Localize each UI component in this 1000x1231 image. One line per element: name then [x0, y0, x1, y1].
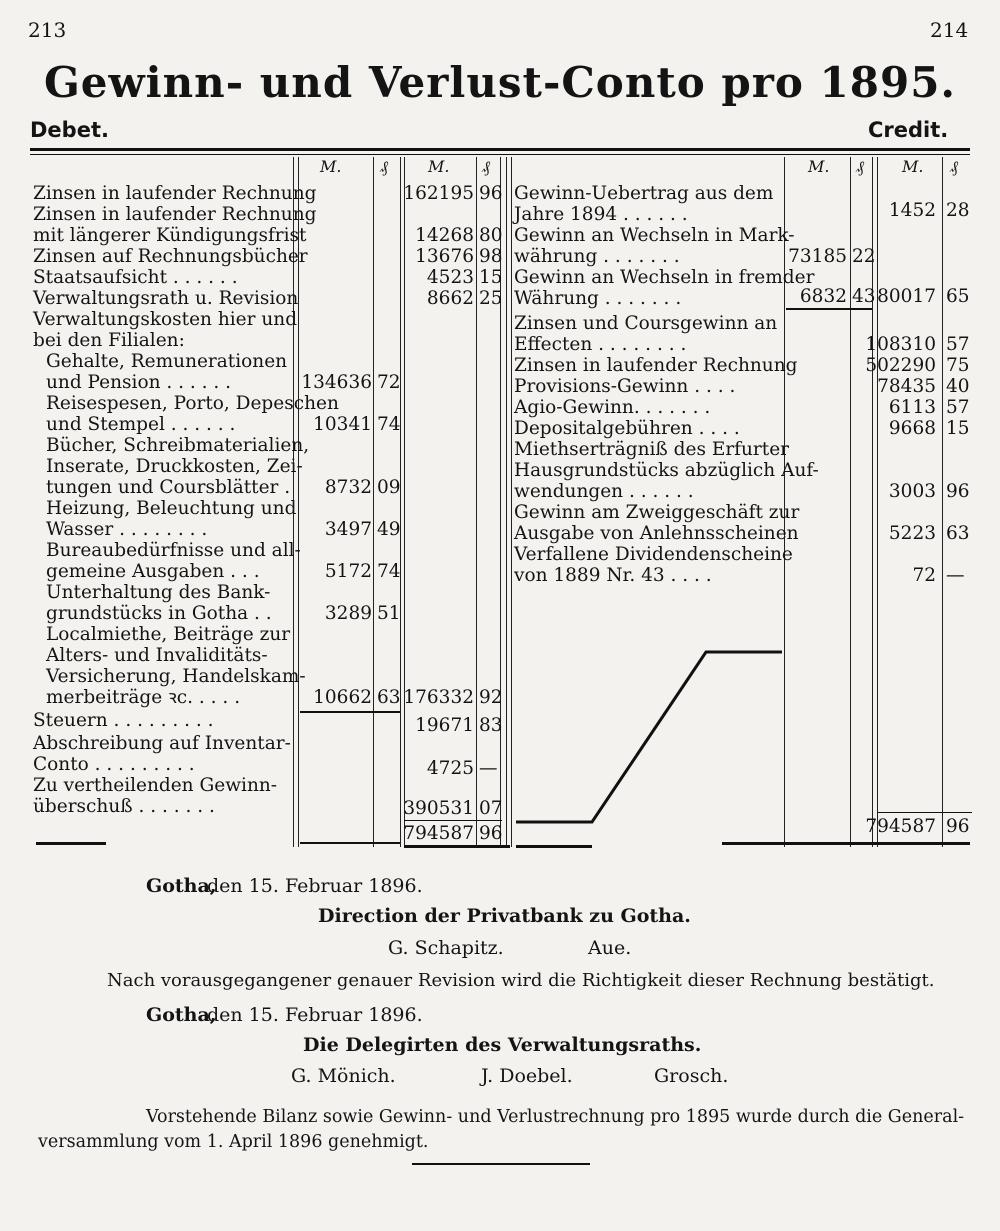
debit-inner-pf: 74 — [377, 561, 401, 582]
credit-row-label: Zinsen in laufender Rechnung — [514, 355, 798, 376]
debit-outer-pf: 15 — [479, 267, 503, 288]
credit-outer-pf: 75 — [946, 355, 970, 376]
col-header-mark: M. — [428, 157, 450, 176]
col-header-pf: ₰ — [950, 157, 958, 176]
credit-outer-mark: 502290 — [865, 355, 936, 376]
debit-row-label: grundstücks in Gotha . . — [46, 603, 272, 624]
credit-outer-pf: 57 — [946, 397, 970, 418]
bottom-rule — [36, 842, 106, 845]
debit-row-label: merbeiträge ꝛc. . . . . — [46, 687, 241, 708]
credit-outer-pf: 28 — [946, 200, 970, 221]
page-title: Gewinn- und Verlust-Conto pro 1895. — [43, 58, 957, 107]
debit-total-pf: 96 — [479, 823, 503, 844]
bottom-rule — [516, 845, 592, 848]
bottom-rule — [300, 842, 400, 844]
credit-row-label: Depositalgebühren . . . . — [514, 418, 740, 439]
debit-row-label: Verwaltungsrath u. Revision — [33, 288, 299, 309]
credit-row-label: Agio-Gewinn. . . . . . . — [514, 397, 711, 418]
place-2: Gotha, — [146, 1004, 217, 1026]
debit-row-label: Heizung, Beleuchtung und — [46, 498, 297, 519]
debit-row-label: bei den Filialen: — [33, 330, 185, 351]
credit-row-label: Gewinn am Zweiggeschäft zur — [514, 502, 800, 523]
credit-outer-mark: 5223 — [888, 523, 936, 544]
credit-outer-mark: 80017 — [877, 286, 936, 307]
debit-row-label: Reisespesen, Porto, Depeschen — [46, 393, 339, 414]
debit-row-label: Gehalte, Remunerationen — [46, 351, 288, 372]
debit-outer-mark: 390531 — [403, 798, 474, 819]
debit-inner-mark: 10341 — [313, 414, 372, 435]
debit-row-label: Unterhaltung des Bank- — [46, 582, 271, 603]
debit-outer-pf: — — [479, 758, 498, 779]
closing-rule — [412, 1163, 590, 1165]
col-header-pf: ₰ — [482, 157, 490, 176]
credit-outer-mark: 78435 — [877, 376, 936, 397]
debit-inner-mark: 8732 — [324, 477, 372, 498]
credit-outer-mark: 108310 — [865, 334, 936, 355]
debit-outer-mark: 19671 — [415, 715, 474, 736]
credit-row-label: Ausgabe von Anlehnsscheinen — [514, 523, 799, 544]
credit-inner-mark: 73185 — [788, 246, 847, 267]
date-2: den 15. Februar 1896. — [207, 1004, 423, 1026]
credit-outer-mark: 1452 — [888, 200, 936, 221]
debit-inner-mark: 5172 — [324, 561, 372, 582]
credit-outer-pf: — — [946, 565, 965, 586]
direction-heading: Direction der Privatbank zu Gotha. — [318, 905, 691, 927]
approval-text-1: Vorstehende Bilanz sowie Gewinn- und Verlustrechnung pro 1895 wurde durch die General- — [146, 1107, 965, 1127]
debit-row-label: Localmiethe, Beiträge zur — [46, 624, 291, 645]
approval-text-2: versammlung vom 1. April 1896 genehmigt. — [38, 1132, 429, 1152]
debit-row-label: Conto . . . . . . . . . — [33, 754, 195, 775]
debit-outer-mark: 162195 — [403, 183, 474, 204]
debit-row-label: und Pension . . . . . . — [46, 372, 232, 393]
debit-inner-pf: 49 — [377, 519, 401, 540]
credit-row-label: Gewinn an Wechseln in fremder — [514, 267, 815, 288]
debit-inner-pf: 09 — [377, 477, 401, 498]
debit-row-label: Abschreibung auf Inventar- — [33, 733, 291, 754]
debit-outer-pf: 92 — [479, 687, 503, 708]
debit-row-label: Verwaltungskosten hier und — [33, 309, 298, 330]
debet-label: Debet. — [30, 118, 109, 142]
signature: G. Mönich. — [291, 1065, 396, 1087]
debit-row-label: tungen und Coursblätter . — [46, 477, 291, 498]
debit-outer-mark: 4725 — [426, 758, 474, 779]
credit-row-label: Zinsen und Coursgewinn an — [514, 313, 778, 334]
credit-inner-pf: 22 — [852, 246, 876, 267]
bottom-rule — [404, 845, 510, 848]
credit-outer-mark: 6113 — [888, 397, 936, 418]
credit-outer-pf: 63 — [946, 523, 970, 544]
credit-label: Credit. — [868, 118, 949, 142]
debit-outer-pf: 80 — [479, 225, 503, 246]
debit-row-label: Staatsaufsicht . . . . . . — [33, 267, 238, 288]
debit-inner-mark: 10662 — [313, 687, 372, 708]
debit-row-label: Bureaubedürfnisse und all- — [46, 540, 301, 561]
signature: Aue. — [588, 937, 632, 959]
debit-row-label: Zinsen in laufender Rechnung — [33, 204, 317, 225]
signature: Grosch. — [654, 1065, 729, 1087]
debit-row-label: Zu vertheilenden Gewinn- — [33, 775, 278, 796]
signature: J. Doebel. — [481, 1065, 573, 1087]
credit-outer-pf: 96 — [946, 481, 970, 502]
credit-total-pf: 96 — [946, 816, 970, 837]
debit-row-label: Zinsen auf Rechnungsbücher — [33, 246, 308, 267]
credit-row-label: Hausgrundstücks abzüglich Auf- — [514, 460, 819, 481]
credit-inner-mark: 6832 — [799, 286, 847, 307]
credit-outer-mark: 3003 — [888, 481, 936, 502]
credit-row-label: Jahre 1894 . . . . . . — [514, 204, 688, 225]
debit-outer-mark: 8662 — [426, 288, 474, 309]
debit-outer-pf: 96 — [479, 183, 503, 204]
debit-inner-pf: 51 — [377, 603, 401, 624]
bottom-rule — [722, 842, 970, 845]
credit-total-mark: 794587 — [865, 816, 936, 837]
audit-statement: Nach vorausgegangener genauer Revision wird die Richtigkeit dieser Rechnung bestätigt. — [107, 970, 935, 991]
debit-inner-pf: 63 — [377, 687, 401, 708]
credit-outer-mark: 9668 — [888, 418, 936, 439]
debit-row-label: Inserate, Druckkosten, Zei- — [46, 456, 303, 477]
page-number-right: 214 — [930, 18, 969, 42]
debit-row-label: überschuß . . . . . . . — [33, 796, 215, 817]
debit-inner-pf: 74 — [377, 414, 401, 435]
credit-inner-pf: 43 — [852, 286, 876, 307]
debit-row-label: gemeine Ausgaben . . . — [46, 561, 260, 582]
debit-row-label: Bücher, Schreibmaterialien, — [46, 435, 310, 456]
credit-outer-pf: 15 — [946, 418, 970, 439]
date-1: den 15. Februar 1896. — [207, 875, 423, 897]
col-header-mark: M. — [902, 157, 924, 176]
credit-row-label: Gewinn an Wechseln in Mark- — [514, 225, 795, 246]
credit-row-label: Gewinn-Uebertrag aus dem — [514, 183, 774, 204]
debit-row-label: Steuern . . . . . . . . . — [33, 710, 214, 731]
debit-row-label: mit längerer Kündigungsfrist — [33, 225, 307, 246]
credit-outer-pf: 40 — [946, 376, 970, 397]
debit-row-label: Alters- und Invaliditäts- — [46, 645, 268, 666]
debit-outer-pf: 98 — [479, 246, 503, 267]
debit-outer-pf: 83 — [479, 715, 503, 736]
col-header-mark: M. — [808, 157, 830, 176]
credit-row-label: Währung . . . . . . . — [514, 288, 682, 309]
debit-row-label: Zinsen in laufender Rechnung — [33, 183, 317, 204]
credit-row-label: Miethserträgniß des Erfurter — [514, 439, 790, 460]
credit-row-label: wendungen . . . . . . — [514, 481, 694, 502]
credit-outer-pf: 65 — [946, 286, 970, 307]
place-1: Gotha, — [146, 875, 217, 897]
debit-outer-pf: 25 — [479, 288, 503, 309]
credit-row-label: Provisions-Gewinn . . . . — [514, 376, 736, 397]
debit-total-mark: 794587 — [403, 823, 474, 844]
debit-outer-pf: 07 — [479, 798, 503, 819]
debit-outer-mark: 4523 — [426, 267, 474, 288]
debit-inner-mark: 3289 — [324, 603, 372, 624]
credit-outer-mark: 72 — [912, 565, 936, 586]
debit-outer-mark: 13676 — [415, 246, 474, 267]
credit-outer-pf: 57 — [946, 334, 970, 355]
debit-inner-mark: 134636 — [301, 372, 372, 393]
debit-outer-mark: 176332 — [403, 687, 474, 708]
col-header-pf: ₰ — [856, 157, 864, 176]
col-header-mark: M. — [320, 157, 342, 176]
debit-row-label: Wasser . . . . . . . . — [46, 519, 208, 540]
debit-inner-pf: 72 — [377, 372, 401, 393]
delegates-heading: Die Delegirten des Verwaltungsraths. — [303, 1034, 702, 1056]
debit-inner-mark: 3497 — [324, 519, 372, 540]
col-header-pf: ₰ — [380, 157, 388, 176]
page-number-left: 213 — [28, 18, 67, 42]
signature: G. Schapitz. — [388, 937, 504, 959]
debit-outer-mark: 14268 — [415, 225, 474, 246]
credit-row-label: Effecten . . . . . . . . — [514, 334, 687, 355]
debit-row-label: und Stempel . . . . . . — [46, 414, 236, 435]
credit-row-label: währung . . . . . . . — [514, 246, 680, 267]
credit-row-label: Verfallene Dividendenscheine — [514, 544, 793, 565]
credit-row-label: von 1889 Nr. 43 . . . . — [514, 565, 712, 586]
debit-row-label: Versicherung, Handelskam- — [46, 666, 306, 687]
